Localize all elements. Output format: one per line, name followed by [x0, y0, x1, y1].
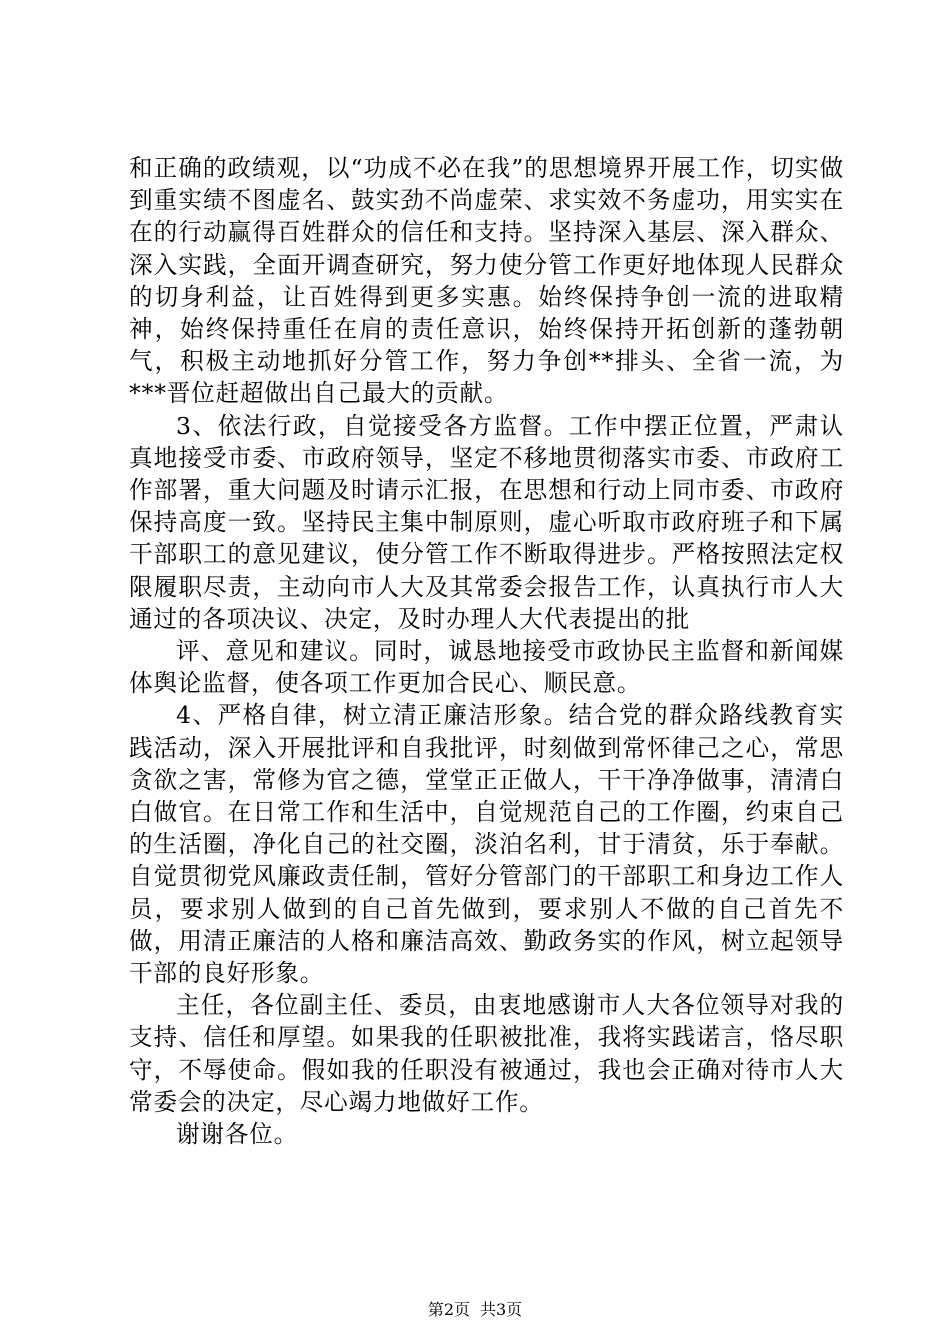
- paragraph-thanks: 谢谢各位。: [176, 1120, 298, 1149]
- paragraph-item-4: 4、严格自律，树立清正廉洁形象。结合党的群众路线教育实践活动，深入开展批评和自我批评，时刻做到常怀律己之心，常思贪欲之害，常修为官之德，堂堂正正做人，干干净净做事，清清白白做官。在日常工作和生活中，自觉规范自己的工作圈，约束自己的生活圈，净化自己的社交圈，淡泊名利，甘于清贫，乐于奉献。自觉贯彻党风廉政责任制，管好分管部门的干部职工和身边工作人员，要求别人做到的自己首先做到，要求别人不做的自己首先不做，用清正廉洁的人格和廉洁高效、勤政务实的作风，树立起领导干部的良好形象。: [129, 701, 844, 988]
- paragraph-item-3-continued: 评、意见和建议。同时，诚恳地接受市政协民主监督和新闻媒体舆论监督，使各项工作更加合民心、顺民意。: [129, 637, 844, 698]
- page-number: 第2页: [427, 1300, 470, 1319]
- page-footer: [0, 1300, 950, 1320]
- page-total: 共3页: [480, 1300, 523, 1319]
- document-body: [129, 152, 844, 1150]
- paragraph-item-3: 3、依法行政，自觉接受各方监督。工作中摆正位置，严肃认真地接受市委、市政府领导，坚定不移地贯彻落实市委、市政府工作部署，重大问题及时请示汇报，在思想和行动上同市委、市政府保持高度一致。坚持民主集中制原则，虚心听取市政府班子和下属干部职工的意见建议，使分管工作不断取得进步。严格按照法定权限履职尽责，主动向市人大及其常委会报告工作，认真执行市人大通过的各项决议、决定，及时办理人大代表提出的批: [129, 411, 844, 633]
- paragraph-continuation: 和正确的政绩观，以“功成不必在我”的思想境界开展工作，切实做到重实绩不图虚名、鼓实劲不尚虚荣、求实效不务虚功，用实实在在的行动赢得百姓群众的信任和支持。坚持深入基层、深入群众、深入实践，全面开调查研究，努力使分管工作更好地体现人民群众的切身利益，让百姓得到更多实惠。始终保持争创一流的进取精神，始终保持重任在肩的责任意识，始终保持开拓创新的蓬勃朝气，积极主动地抓好分管工作，努力争创**排头、全省一流，为***晋位赶超做出自己最大的贡献。: [129, 154, 844, 408]
- paragraph-closing-remarks: 主任，各位副主任、委员，由衷地感谢市人大各位领导对我的支持、信任和厚望。如果我的任职被批准，我将实践诺言，恪尽职守，不辱使命。假如我的任职没有被通过，我也会正确对待市人大常委会的决定，尽心竭力地做好工作。: [129, 991, 844, 1116]
